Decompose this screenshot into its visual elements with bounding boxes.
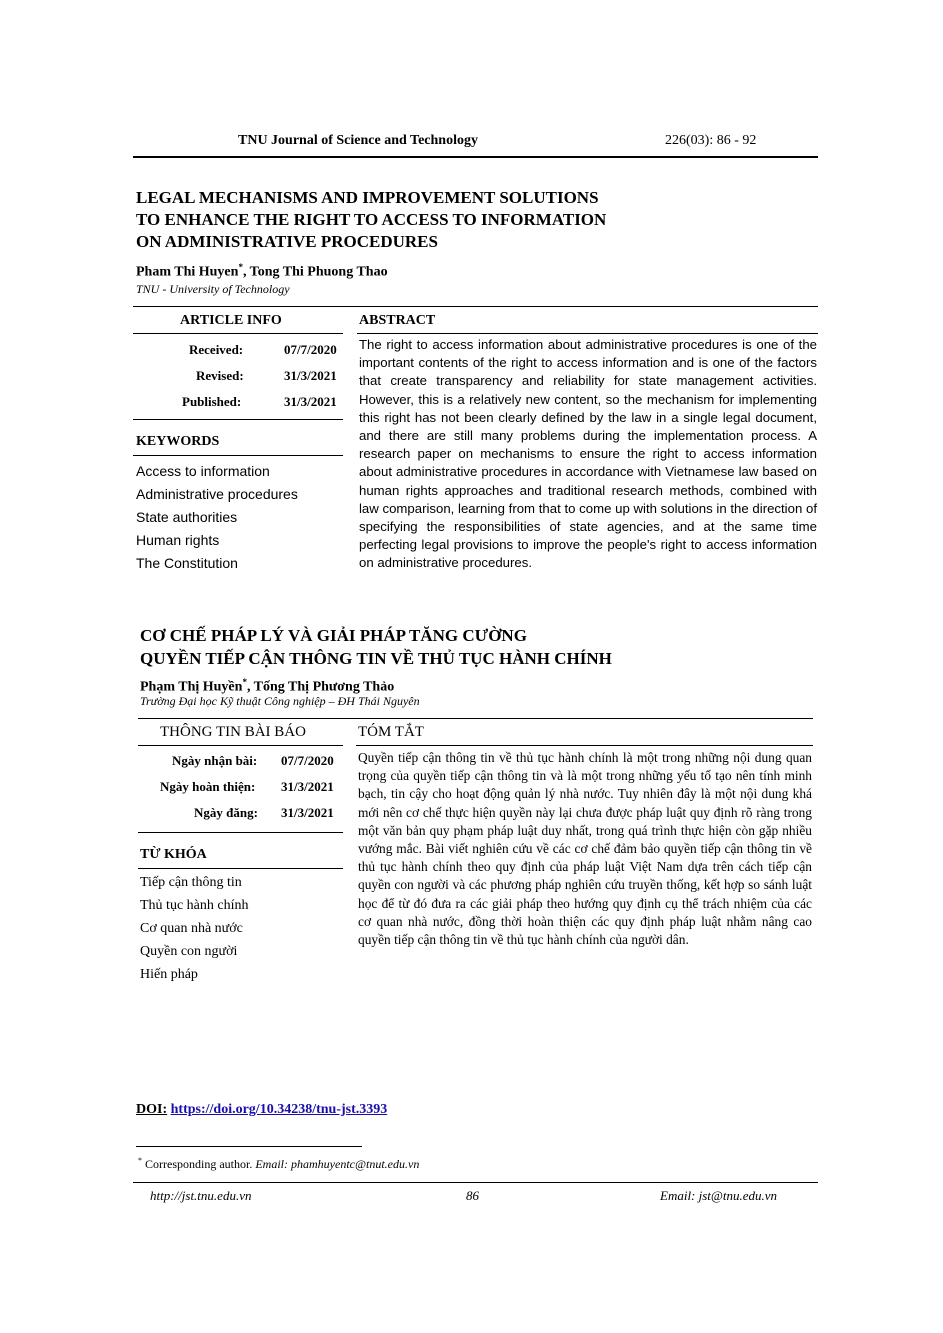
article-info-heading: ARTICLE INFO [180, 313, 282, 328]
vn-affiliation: Trường Đại học Kỹ thuật Công nghiệp – ĐH Thái Nguyên [140, 694, 420, 708]
page-number: 86 [466, 1188, 479, 1203]
keywords-heading-rule [133, 455, 343, 456]
header-rule [133, 156, 818, 158]
vn-received-label: Ngày nhận bài: [172, 753, 258, 768]
vn-title-line: CƠ CHẾ PHÁP LÝ VÀ GIẢI PHÁP TĂNG CƯỜNG [140, 626, 527, 645]
keyword: Administrative procedures [136, 486, 298, 502]
footnote-email: phamhuyentc@tnut.edu.vn [291, 1157, 420, 1171]
vn-published-value: 31/3/2021 [281, 805, 334, 820]
vn-received-value: 07/7/2020 [281, 753, 334, 768]
vn-revised-label: Ngày hoàn thiện: [160, 779, 256, 794]
doi [136, 1102, 387, 1118]
author-2: , Tong Thi Phuong Thao [242, 264, 388, 280]
revised-value: 31/3/2021 [284, 368, 337, 383]
keyword: Access to information [136, 463, 270, 479]
footer-email: Email: jst@tnu.edu.vn [660, 1188, 778, 1203]
authors [136, 262, 388, 281]
vn-title [140, 624, 740, 670]
affiliation: TNU - University of Technology [136, 282, 290, 296]
vn-keyword: Hiến pháp [140, 967, 198, 982]
vn-abstract-heading-rule [356, 745, 813, 746]
footnote-mark: * [138, 1156, 142, 1165]
vn-published-label: Ngày đăng: [194, 805, 258, 820]
footer-website: http://jst.tnu.edu.vn [150, 1188, 252, 1203]
corresponding-mark: * [238, 262, 243, 272]
abstract-text: The right to access information about administrative procedures is one of the important contents of the right to access information and is one of the factors that create transparency and reliability for state management activities. However, this is a relatively new content, so the mechanism for implementing this right has not been clearly defined by the law in a single legal document, and there are still many problems during the implementation process. A research paper on mechanisms to ensure the right to access information about administrative procedures in accordance with Vietnamese law based on human rights approaches and traditional research methods, combined with law comparison, learning from that to come up with solutions in the direction of specifying the responsibilities of state agencies, and at the same time perfecting legal provisions to improve the people's right to access information on administrative procedures. [359, 337, 817, 571]
keyword: The Constitution [136, 555, 238, 571]
abstract-heading-rule [357, 333, 818, 334]
vn-corresponding-mark: * [242, 677, 247, 687]
keyword: State authorities [136, 509, 238, 525]
published-value: 31/3/2021 [284, 394, 337, 409]
footnote [138, 1156, 419, 1172]
title-line: LEGAL MECHANISMS AND IMPROVEMENT SOLUTIONS [136, 188, 599, 207]
vn-author-2: , Tống Thị Phương Thảo [246, 679, 395, 695]
keywords-top-rule [133, 419, 343, 420]
title-line: ON ADMINISTRATIVE PROCEDURES [136, 232, 438, 251]
received-label: Received: [189, 342, 244, 357]
article-title [136, 187, 696, 253]
issue-pages: 226(03): 86 - 92 [665, 133, 757, 148]
vn-keywords-heading: TỪ KHÓA [140, 847, 207, 862]
published-label: Published: [182, 394, 242, 409]
info-heading-rule [133, 333, 343, 334]
author-1: Pham Thi Huyen [136, 264, 239, 280]
vn-keyword: Thủ tục hành chính [140, 898, 249, 913]
footnote-prefix: Corresponding author. [145, 1157, 256, 1171]
abstract-heading: ABSTRACT [359, 313, 436, 328]
vn-keyword: Cơ quan nhà nước [140, 921, 243, 936]
vn-authors [140, 677, 394, 696]
footer-rule [133, 1182, 818, 1183]
vn-title-line: QUYỀN TIẾP CẬN THÔNG TIN VỀ THỦ TỤC HÀNH CHÍNH [140, 649, 612, 668]
vn-abstract-text: Quyền tiếp cận thông tin về thủ tục hành chính là một trong những nội dung quan trọng của quyền tiếp cận thông tin và là một trong những yếu tố tạo nên tính minh bạch, tin cậy cho hoạt động quản lý nhà nước. Tuy nhiên đây là một nội dung khá mới nên cơ chế thực hiện quyền này lại chưa được pháp luật quy định rõ ràng trong một văn bản quy phạm pháp luật duy nhất, trong quá trình thực hiện còn gặp nhiều vướng mắc. Bài viết nghiên cứu về các cơ chế đảm bảo quyền tiếp cận thông tin về thủ tục hành chính theo quy định của pháp luật Việt Nam dựa trên cách tiếp cận quyền con người và các phương pháp nghiên cứu truyền thống, kết hợp so sánh luật học để từ đó đưa ra các giải pháp theo hướng quy định cụ thể trách nhiệm của các cơ quan nhà nước, đồng thời hoàn thiện các quy định pháp luật nhằm nâng cao quyền tiếp cận thông tin về thủ tục hành chính của người dân. [358, 750, 812, 948]
vn-author-1: Phạm Thị Huyền [140, 679, 243, 695]
revised-label: Revised: [196, 368, 244, 383]
vn-revised-value: 31/3/2021 [281, 779, 334, 794]
doi-link[interactable]: https://doi.org/10.34238/tnu-jst.3393 [170, 1102, 388, 1117]
vn-keyword: Tiếp cận thông tin [140, 875, 242, 890]
footnote-rule [136, 1146, 362, 1147]
vn-keywords-heading-rule [138, 868, 343, 869]
keywords-heading: KEYWORDS [136, 434, 220, 449]
vn-keywords-top-rule [138, 832, 343, 833]
doi-label: DOI: [136, 1102, 168, 1117]
keyword: Human rights [136, 532, 220, 548]
info-top-rule [133, 306, 818, 307]
vn-info-heading-rule [138, 745, 343, 746]
received-value: 07/7/2020 [284, 342, 337, 357]
vn-info-top-rule [138, 718, 813, 719]
vn-abstract-heading: TÓM TẮT [358, 724, 424, 740]
footnote-email-label: Email: [255, 1157, 288, 1171]
title-line: TO ENHANCE THE RIGHT TO ACCESS TO INFORMATION [136, 210, 607, 229]
vn-keyword: Quyền con người [140, 944, 238, 959]
vn-info-heading: THÔNG TIN BÀI BÁO [160, 724, 306, 740]
journal-name: TNU Journal of Science and Technology [238, 133, 478, 148]
